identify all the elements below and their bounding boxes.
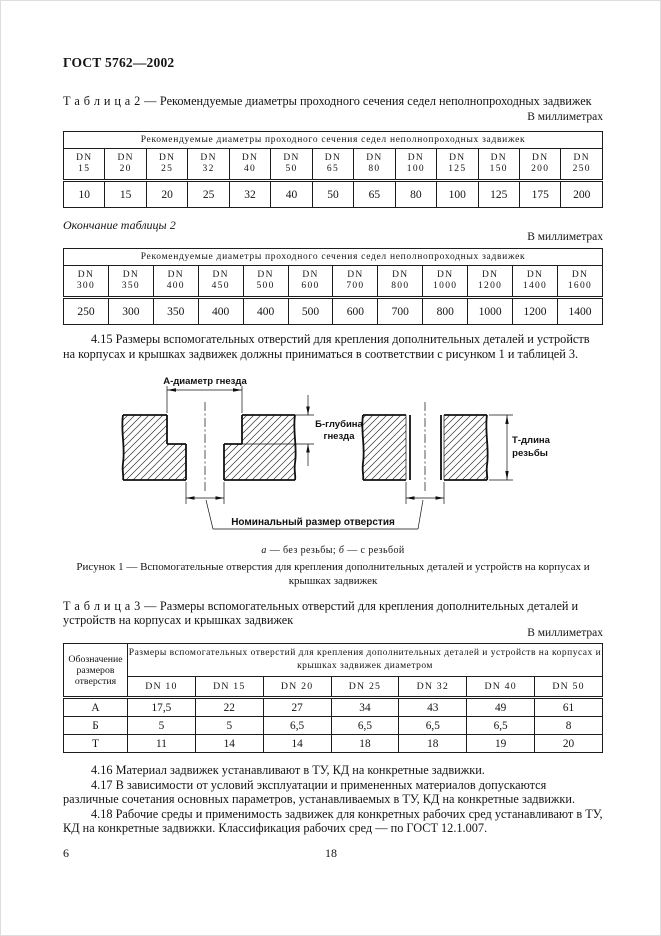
paragraph-4-16: 4.16 Материал задвижек устанавливают в ТУ, КД на конкретные задвижки. bbox=[91, 763, 485, 777]
value-cell: 20 bbox=[146, 181, 187, 208]
table2-span-header: Рекомендуемые диаметры проходного сечения седел неполнопроходных задвижек bbox=[64, 132, 603, 149]
value-cell: 19 bbox=[467, 735, 535, 753]
value-cell: 6,5 bbox=[467, 717, 535, 735]
value-cell: 1000 bbox=[468, 298, 513, 325]
dn-header-cell: DN 1600 bbox=[557, 266, 602, 298]
table3-caption-text: Размеры вспомогательных отверстий для крепления дополнительных деталей и устройств на корпусах и крышках задвижек bbox=[63, 599, 579, 627]
thread-length-label-line1: Т-длина bbox=[512, 435, 550, 446]
row-label-cell: Б bbox=[64, 717, 128, 735]
value-cell: 34 bbox=[331, 698, 399, 717]
table2-caption-text: Рекомендуемые диаметры проходного сечения седел неполнопроходных задвижек bbox=[159, 94, 592, 108]
dn-header-cell: DN 40 bbox=[229, 149, 270, 181]
table-row bbox=[64, 677, 603, 698]
dn-header-cell: DN 400 bbox=[153, 266, 198, 298]
value-cell: 61 bbox=[535, 698, 603, 717]
dn-header-cell: DN 600 bbox=[288, 266, 333, 298]
value-cell: 400 bbox=[243, 298, 288, 325]
table-row bbox=[64, 298, 603, 325]
table3-caption bbox=[63, 599, 603, 627]
dn-header-cell: DN 80 bbox=[354, 149, 395, 181]
value-cell: 5 bbox=[195, 717, 263, 735]
figure-right-section-threaded bbox=[362, 402, 513, 504]
value-cell: 500 bbox=[288, 298, 333, 325]
dn-header-cell: DN 40 bbox=[467, 677, 535, 698]
value-cell: 22 bbox=[195, 698, 263, 717]
legend-b-key: б bbox=[338, 545, 345, 556]
value-cell: 400 bbox=[198, 298, 243, 325]
value-cell: 18 bbox=[399, 735, 467, 753]
dn-header-cell: DN 50 bbox=[271, 149, 312, 181]
socket-depth-label-line2: гнезда bbox=[323, 431, 355, 442]
value-cell: 14 bbox=[195, 735, 263, 753]
value-cell: 11 bbox=[128, 735, 196, 753]
thread-length-label-line2: резьбы bbox=[512, 448, 548, 459]
value-cell: 1200 bbox=[513, 298, 558, 325]
dn-header-cell: DN 65 bbox=[312, 149, 353, 181]
legend-a-key: а bbox=[261, 545, 267, 556]
row-label-cell: А bbox=[64, 698, 128, 717]
table-row bbox=[64, 181, 603, 208]
row-label-cell: Т bbox=[64, 735, 128, 753]
table-row bbox=[64, 132, 603, 149]
dn-header-cell: DN 150 bbox=[478, 149, 519, 181]
page-number-center: 18 bbox=[325, 846, 337, 860]
table3-caption-label: Т а б л и ц а 3 — bbox=[63, 599, 157, 613]
figure-caption bbox=[63, 561, 603, 588]
table2-caption-label: Т а б л и ц а 2 — bbox=[63, 94, 157, 108]
dn-header-cell: DN 25 bbox=[331, 677, 399, 698]
value-cell: 18 bbox=[331, 735, 399, 753]
dn-header-cell: DN 350 bbox=[108, 266, 153, 298]
document-title: ГОСТ 5762—2002 bbox=[63, 55, 175, 70]
value-cell: 40 bbox=[271, 181, 312, 208]
value-cell: 50 bbox=[312, 181, 353, 208]
table-row bbox=[64, 735, 603, 753]
value-cell: 80 bbox=[395, 181, 436, 208]
dn-header-cell: DN 32 bbox=[399, 677, 467, 698]
dn-header-cell: DN 700 bbox=[333, 266, 378, 298]
dn-header-cell: DN 20 bbox=[105, 149, 146, 181]
table-row bbox=[64, 644, 603, 677]
dn-header-cell: DN 10 bbox=[145, 681, 178, 692]
paragraph-4-18: 4.18 Рабочие среды и применимость задвижек для конкретных рабочих сред устанавливают в ТУ, КД на конкретные задвижки. Классификация рабочих сред — по ГОСТ 12.1.007. bbox=[63, 806, 603, 836]
dn-header-cell: DN 20 bbox=[263, 677, 331, 698]
table2-continuation-label: Окончание таблицы 2 bbox=[63, 218, 176, 232]
value-cell: 25 bbox=[188, 181, 229, 208]
dn-header-cell: DN 1400 bbox=[513, 266, 558, 298]
table2-span-header: Рекомендуемые диаметры проходного сечения седел неполнопроходных задвижек bbox=[64, 249, 603, 266]
value-cell: 8 bbox=[535, 717, 603, 735]
value-cell: 49 bbox=[467, 698, 535, 717]
socket-diameter-label: А-диаметр гнезда bbox=[163, 376, 247, 387]
table-row bbox=[64, 266, 603, 298]
value-cell: 20 bbox=[535, 735, 603, 753]
socket-depth-label-line1: Б-глубина bbox=[315, 419, 363, 430]
dn-header-cell: DN 125 bbox=[437, 149, 478, 181]
value-cell: 175 bbox=[519, 181, 560, 208]
value-cell: 125 bbox=[478, 181, 519, 208]
value-cell: 10 bbox=[64, 181, 105, 208]
paragraph-4-17: 4.17 В зависимости от условий эксплуатации и примененных материалов допускаются различные сочетания основных параметров, устанавливаемых в ТУ, КД на конкретные задвижки. bbox=[63, 777, 576, 807]
table3 bbox=[63, 643, 603, 753]
dn-header-cell: DN 500 bbox=[243, 266, 288, 298]
dn-header-cell: DN 300 bbox=[76, 270, 96, 291]
dn-header-cell: DN 15 bbox=[195, 677, 263, 698]
table3-span-header: Размеры вспомогательных отверстий для крепления дополнительных деталей и устройств на корпусах и крышках задвижек диаметром bbox=[128, 644, 603, 677]
dn-header-cell: DN 50 bbox=[535, 677, 603, 698]
units-note: В миллиметрах bbox=[527, 111, 603, 123]
value-cell: 700 bbox=[378, 298, 423, 325]
dn-header-cell: DN 25 bbox=[146, 149, 187, 181]
table2-caption bbox=[63, 94, 603, 108]
dn-header-cell: DN 250 bbox=[561, 149, 603, 181]
units-note: В миллиметрах bbox=[527, 231, 603, 243]
nominal-size-label: Номинальный размер отверстия bbox=[231, 517, 395, 528]
dn-header-cell: DN 800 bbox=[378, 266, 423, 298]
table2-end-part bbox=[63, 248, 603, 325]
table-row bbox=[64, 717, 603, 735]
value-cell: 43 bbox=[399, 698, 467, 717]
value-cell: 17,5 bbox=[128, 698, 196, 717]
dn-header-cell: DN 100 bbox=[395, 149, 436, 181]
value-cell: 14 bbox=[263, 735, 331, 753]
dn-header-cell: DN 1200 bbox=[468, 266, 513, 298]
dn-header-cell: DN 1000 bbox=[423, 266, 468, 298]
dn-header-cell: DN 200 bbox=[519, 149, 560, 181]
value-cell: 32 bbox=[229, 181, 270, 208]
table-row bbox=[64, 698, 603, 717]
table-row bbox=[64, 149, 603, 181]
paragraph-4-15: 4.15 Размеры вспомогательных отверстий для крепления дополнительных деталей и устройств на корпусах и крышках задвижек должны приниматься в соответствии с рисунком 1 и таблицей 3. bbox=[63, 332, 590, 361]
figure-1-drawing bbox=[105, 375, 567, 541]
table2-first-part bbox=[63, 131, 603, 208]
value-cell: 200 bbox=[561, 181, 603, 208]
figure-caption-line2: крышках задвижек bbox=[288, 574, 378, 587]
table3-row-header: Обозначение размеров отверстия bbox=[64, 644, 128, 698]
dn-header-cell: DN 32 bbox=[188, 149, 229, 181]
value-cell: 6,5 bbox=[263, 717, 331, 735]
value-cell: 6,5 bbox=[331, 717, 399, 735]
value-cell: 100 bbox=[437, 181, 478, 208]
page-number-left: 6 bbox=[63, 846, 69, 860]
value-cell: 300 bbox=[108, 298, 153, 325]
value-cell: 27 bbox=[263, 698, 331, 717]
closing-paragraphs bbox=[63, 763, 603, 836]
units-note: В миллиметрах bbox=[527, 627, 603, 639]
value-cell: 600 bbox=[333, 298, 378, 325]
figure-left-section-unthreaded bbox=[122, 386, 314, 504]
value-cell: 800 bbox=[423, 298, 468, 325]
value-cell: 250 bbox=[64, 298, 109, 325]
value-cell: 65 bbox=[354, 181, 395, 208]
value-cell: 1400 bbox=[557, 298, 602, 325]
figure-legend: а — без резьбы; б — с резьбой bbox=[261, 545, 405, 556]
value-cell: 5 bbox=[128, 717, 196, 735]
dn-header-cell: DN 15 bbox=[76, 153, 93, 174]
table-row bbox=[64, 249, 603, 266]
figure-caption-line1: Рисунок 1 — Вспомогательные отверстия для крепления дополнительных деталей и устройств на корпусах и bbox=[76, 561, 590, 573]
dn-header-cell: DN 450 bbox=[198, 266, 243, 298]
value-cell: 15 bbox=[105, 181, 146, 208]
value-cell: 6,5 bbox=[399, 717, 467, 735]
value-cell: 350 bbox=[153, 298, 198, 325]
